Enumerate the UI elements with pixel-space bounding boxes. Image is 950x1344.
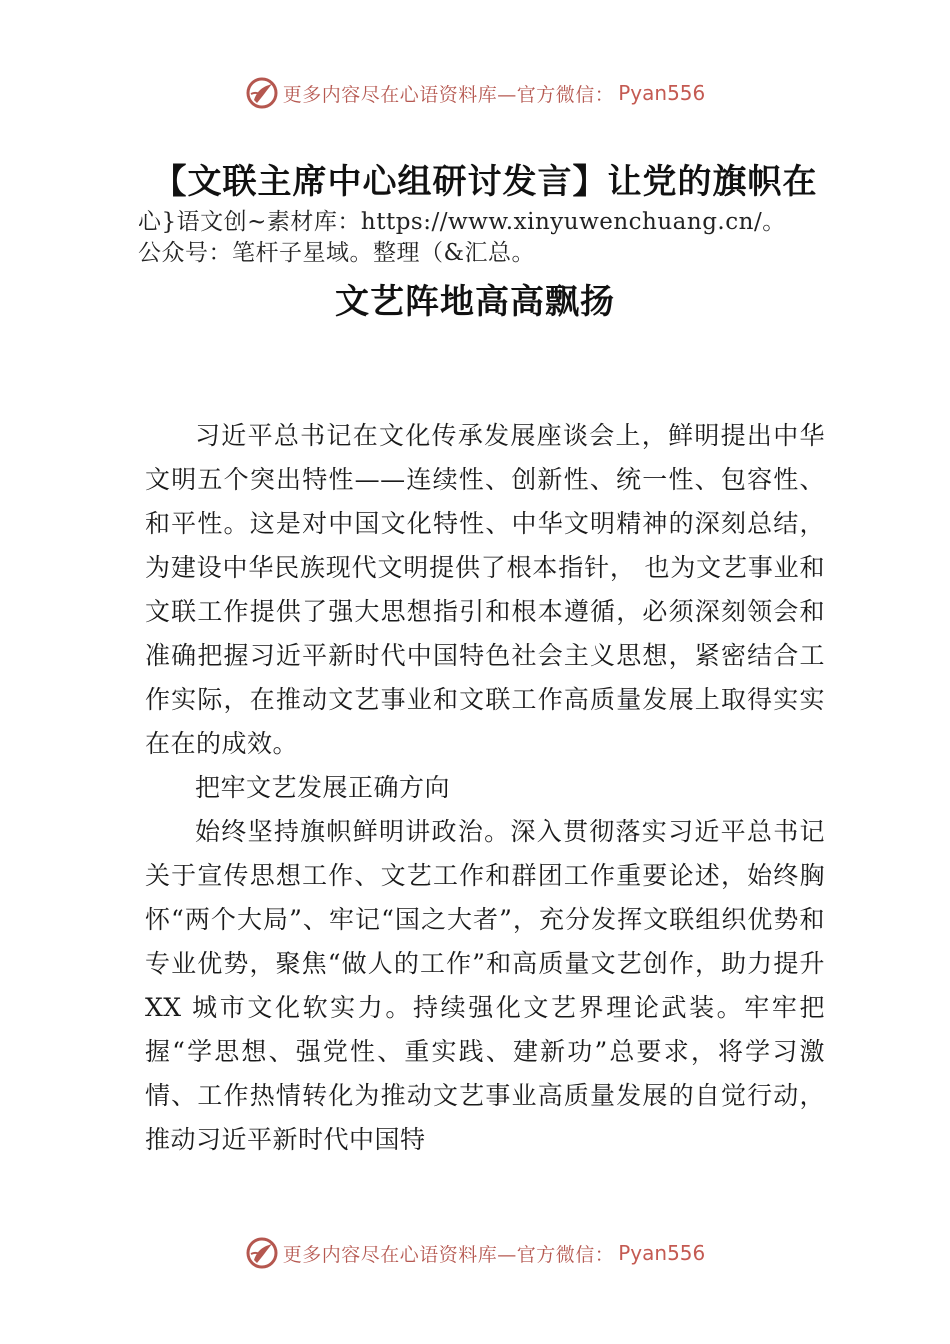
paragraph: 始终坚持旗帜鲜明讲政治。深入贯彻落实习近平总书记关于宣传思想工作、文艺工作和群团工作重要论述，始终胸怀“两个大局”、牢记“国之大者”，充分发挥文联组织优势和专业优势，聚焦“做人的工作”和高质量文艺创作，助力提升XX 城市文化软实力。持续强化文艺界理论武装。牢牢把握“学思想、强党性、重实践、建新功”总要求，将学习激情、工作热情转化为推动文艺事业高质量发展的自觉行动，推动习近平新时代中国特: [145, 817, 825, 1154]
document-title-line2: 文艺阵地高高飘扬: [335, 282, 615, 322]
footer-banner: [0, 1233, 950, 1273]
banner-text: 更多内容尽在心语资料库—官方微信：: [282, 83, 615, 106]
xinyu-logo-icon: [245, 1236, 279, 1270]
banner-wechat-id: Pyan556: [618, 81, 706, 105]
watermark-line1: 心}语文创~素材库：https://www.xinyuwenchuang.cn/。: [138, 209, 786, 235]
xinyu-logo-icon: [245, 76, 279, 110]
banner-text: 更多内容尽在心语资料库—官方微信：: [282, 1243, 615, 1266]
banner-wechat-id: Pyan556: [618, 1241, 706, 1265]
header-banner: [0, 73, 950, 113]
paragraph: 习近平总书记在文化传承发展座谈会上，鲜明提出中华文明五个突出特性——连续性、创新性、统一性、包容性、和平性。这是对中国文化特性、中华文明精神的深刻总结，为建设中华民族现代文明提供了根本指针， 也为文艺事业和文联工作提供了强大思想指引和根本遵循，必须深刻领会和准确把握习近平新时代中国特色社会主义思想，紧密结合工作实际，在推动文艺事业和文联工作高质量发展上取得实实在在的成效。: [145, 421, 825, 758]
document-body: [145, 414, 825, 1162]
section-heading: 把牢文艺发展正确方向: [195, 773, 451, 802]
watermark-line2: 公众号：笔杆子星域。整理（&汇总。: [138, 240, 535, 266]
document-title-line1: 【文联主席中心组研讨发言】让党的旗帜在: [152, 162, 818, 202]
